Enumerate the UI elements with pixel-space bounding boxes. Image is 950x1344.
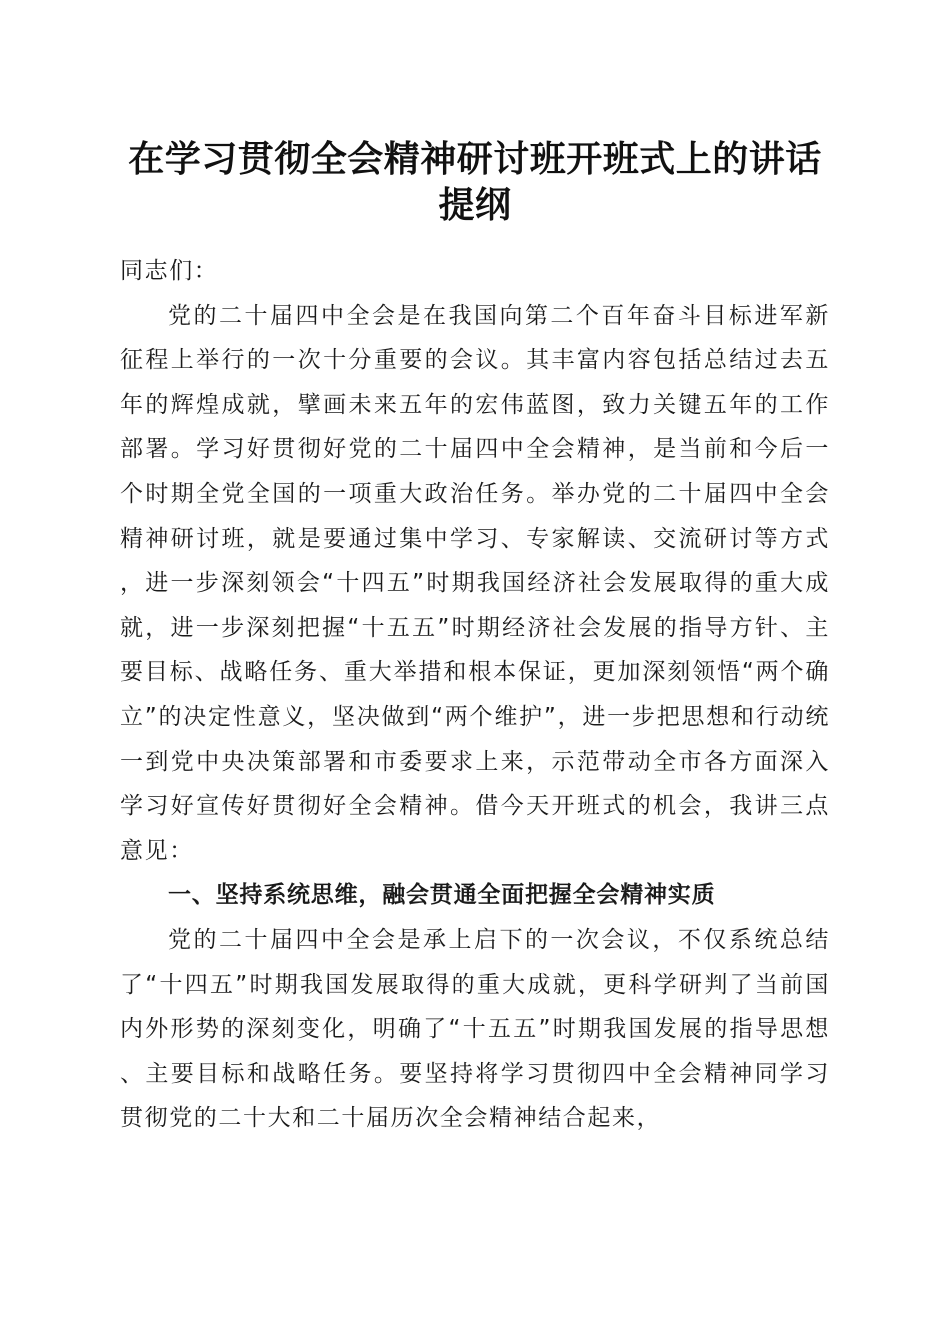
intro-paragraph: 党的二十届四中全会是在我国向第二个百年奋斗目标进军新征程上举行的一次十分重要的会议。其丰富内容包括总结过去五年的辉煌成就，擘画未来五年的宏伟蓝图，致力关键五年的工作部署。学习好贯彻好党的二十届四中全会精神，是当前和今后一个时期全党全国的一项重大政治任务。举办党的二十届四中全会精神研讨班，就是要通过集中学习、专家解读、交流研讨等方式，进一步深刻领会“十四五”时期我国经济社会发展取得的重大成就，进一步深刻把握“十五五”时期经济社会发展的指导方针、主要目标、战略任务、重大举措和根本保证，更加深刻领悟“两个确立”的决定性意义，坚决做到“两个维护”，进一步把思想和行动统一到党中央决策部署和市委要求上来，示范带动全市各方面深入学习好宣传好贯彻好全会精神。借今天开班式的机会，我讲三点意见： bbox=[120, 302, 830, 864]
greeting-line: 同志们： bbox=[120, 258, 219, 284]
document-body bbox=[120, 249, 830, 1141]
document-title: 在学习贯彻全会精神研讨班开班式上的讲话提纲 bbox=[128, 138, 822, 226]
section-one-paragraph: 党的二十届四中全会是承上启下的一次会议，不仅系统总结了“十四五”时期我国发展取得的重大成就，更科学研判了当前国内外形势的深刻变化，明确了“十五五”时期我国发展的指导思想、主要目标和战略任务。要坚持将学习贯彻四中全会精神同学习贯彻党的二十大和二十届历次全会精神结合起来， bbox=[120, 926, 830, 1132]
section-heading-one: 一、坚持系统思维，融会贯通全面把握全会精神实质 bbox=[168, 882, 716, 909]
